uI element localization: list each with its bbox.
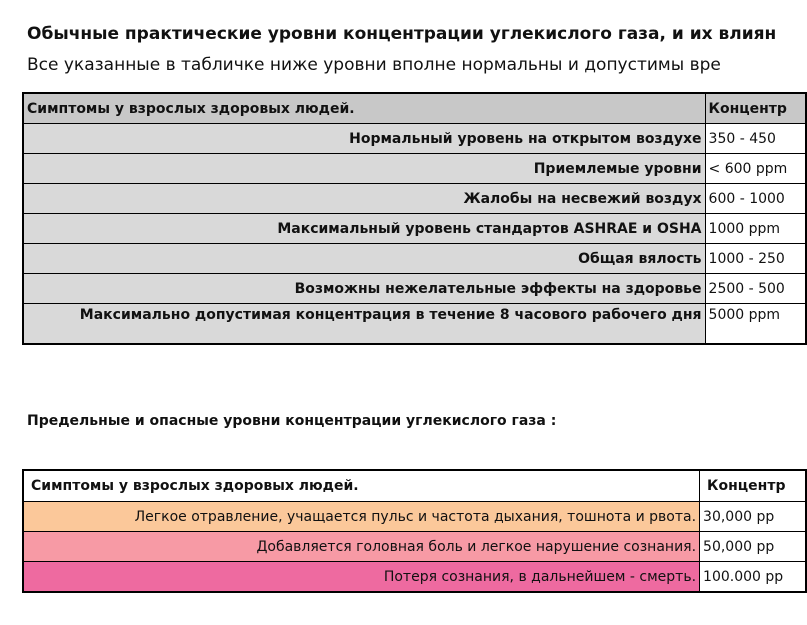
symptom-cell: Приемлемые уровни [23,154,705,184]
concentration-cell: 5000 ppm [705,304,806,345]
table-header-row [23,470,806,502]
table-row [23,502,806,532]
header-symptoms: Симптомы у взрослых здоровых людей. [23,470,700,502]
symptom-cell: Легкое отравление, учащается пульс и частота дыхания, тошнота и рвота. [23,502,700,532]
concentration-cell: 600 - 1000 [705,184,806,214]
symptom-cell: Максимально допустимая концентрация в течение 8 часового рабочего дня [23,304,705,345]
concentration-cell: 350 - 450 [705,124,806,154]
symptom-cell: Жалобы на несвежий воздух [23,184,705,214]
concentration-cell: 30,000 pp [700,502,806,532]
page-title: Обычные практические уровни концентрации углекислого газа, и их влиян [27,24,777,44]
page-subtitle: Все указанные в табличке ниже уровни вполне нормальны и допустимы вре [27,55,721,75]
concentration-cell: 50,000 pp [700,532,806,562]
header-concentration: Концентр [705,93,806,124]
table-row [23,214,806,244]
symptom-cell: Максимальный уровень стандартов ASHRAE и OSHA [23,214,705,244]
symptom-cell: Потеря сознания, в дальнейшем - смерть. [23,562,700,593]
table-header-row [23,93,806,124]
concentration-cell: 100.000 pp [700,562,806,593]
table-row [23,154,806,184]
table-row [23,124,806,154]
concentration-cell: 1000 - 250 [705,244,806,274]
symptom-cell: Общая вялость [23,244,705,274]
dangerous-levels-table [22,469,807,593]
header-symptoms: Симптомы у взрослых здоровых людей. [23,93,705,124]
table-row [23,274,806,304]
header-concentration: Концентр [700,470,806,502]
table-row [23,304,806,345]
normal-levels-table [22,92,807,345]
section-title: Предельные и опасные уровни концентрации углекислого газа : [27,413,557,429]
table-row [23,184,806,214]
concentration-cell: 2500 - 500 [705,274,806,304]
symptom-cell: Нормальный уровень на открытом воздухе [23,124,705,154]
table-row [23,532,806,562]
symptom-cell: Возможны нежелательные эффекты на здоровье [23,274,705,304]
concentration-cell: 1000 ppm [705,214,806,244]
concentration-cell: < 600 ppm [705,154,806,184]
symptom-cell: Добавляется головная боль и легкое нарушение сознания. [23,532,700,562]
table-row [23,244,806,274]
table-row [23,562,806,593]
